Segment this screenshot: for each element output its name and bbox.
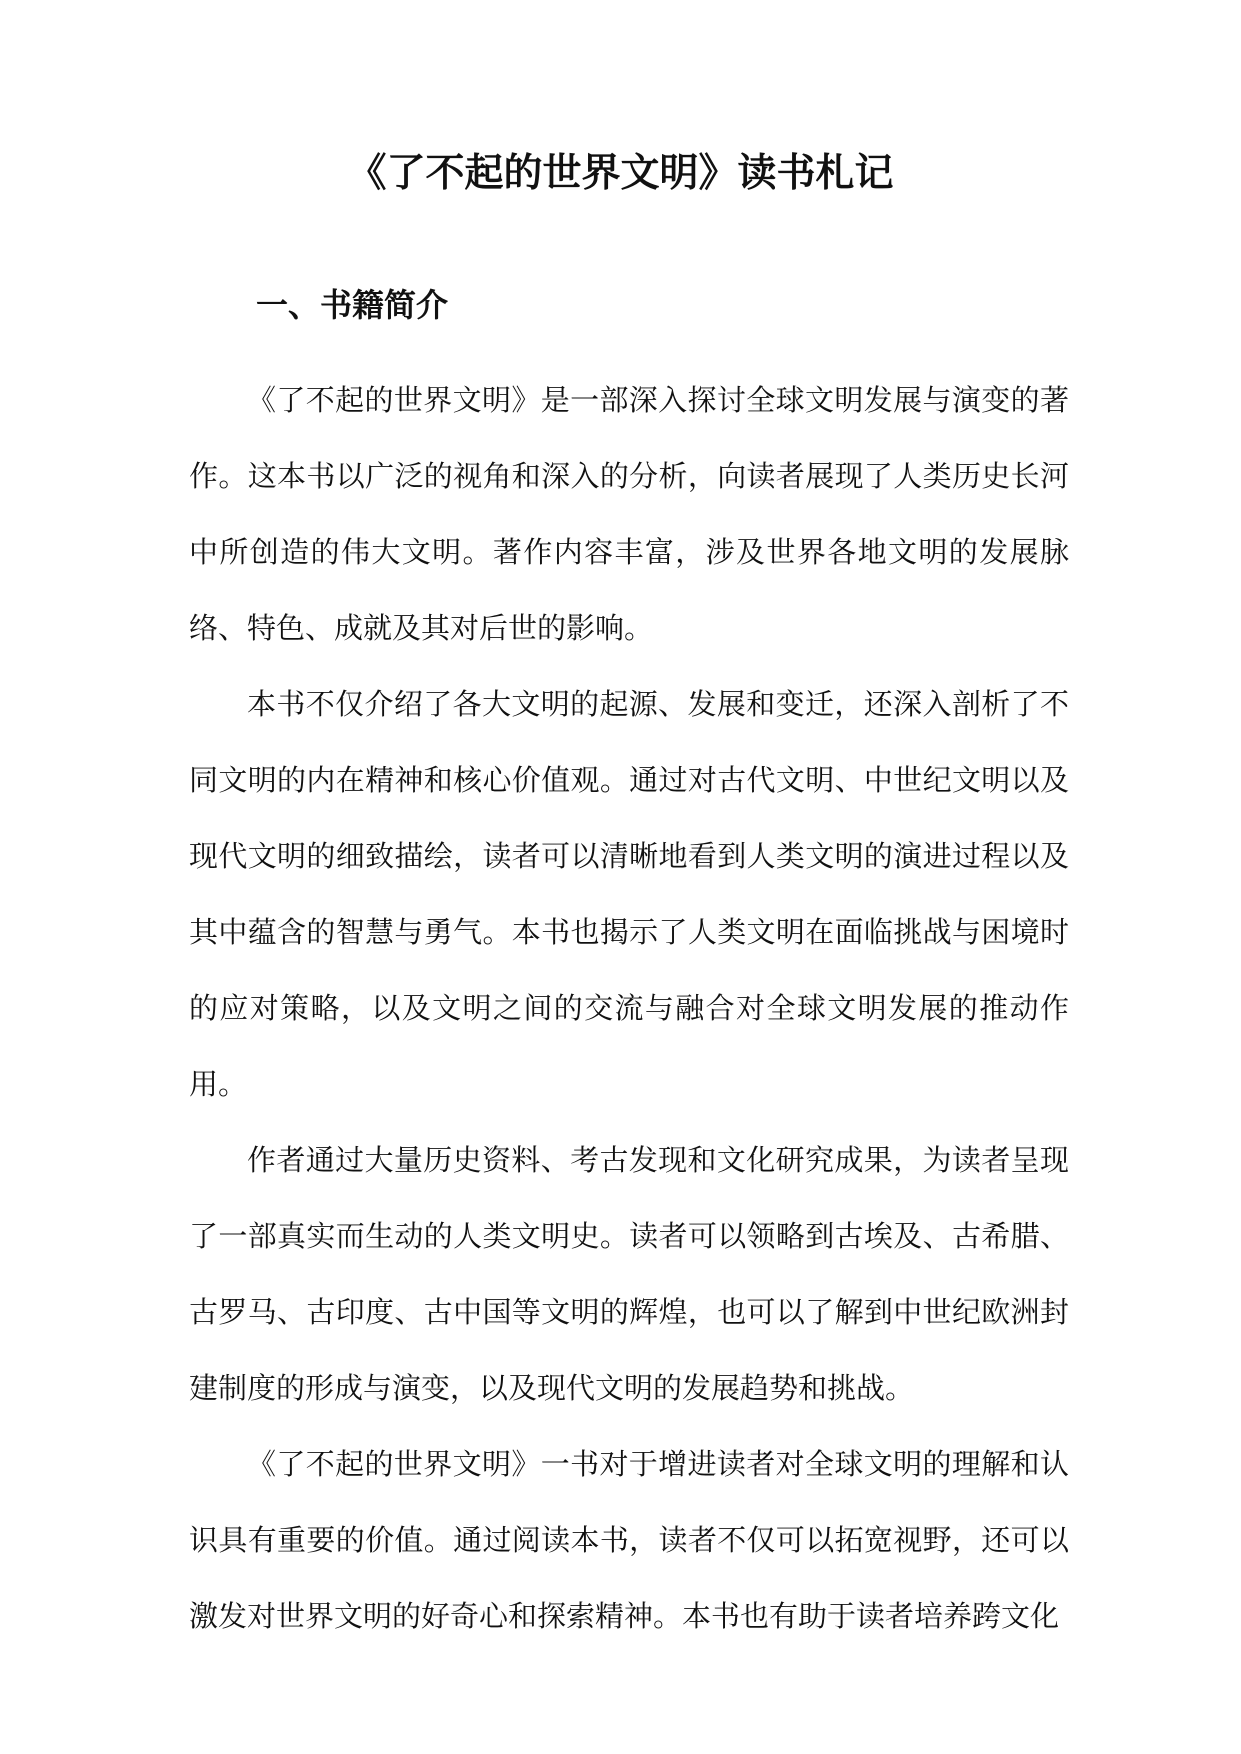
paragraph: 《了不起的世界文明》一书对于增进读者对全球文明的理解和认识具有重要的价值。通过阅读本书，读者不仅可以拓宽视野，还可以激发对世界文明的好奇心和探索精神。本书也有助于读者培养跨文化 (189, 1447, 1069, 1633)
document-title: 《了不起的世界文明》读书札记 (347, 151, 894, 196)
section-body (189, 362, 1069, 1654)
section-heading-book-intro: 一、书籍简介 (256, 286, 449, 324)
paragraph: 作者通过大量历史资料、考古发现和文化研究成果，为读者呈现了一部真实而生动的人类文明史。读者可以领略到古埃及、古希腊、古罗马、古印度、古中国等文明的辉煌，也可以了解到中世纪欧洲封建制度的形成与演变，以及现代文明的发展趋势和挑战。 (189, 1143, 1069, 1405)
paragraph: 《了不起的世界文明》是一部深入探讨全球文明发展与演变的著作。这本书以广泛的视角和深入的分析，向读者展现了人类历史长河中所创造的伟大文明。著作内容丰富，涉及世界各地文明的发展脉络、特色、成就及其对后世的影响。 (189, 383, 1069, 645)
paragraph: 本书不仅介绍了各大文明的起源、发展和变迁，还深入剖析了不同文明的内在精神和核心价值观。通过对古代文明、中世纪文明以及现代文明的细致描绘，读者可以清晰地看到人类文明的演进过程以及其中蕴含的智慧与勇气。本书也揭示了人类文明在面临挑战与困境时的应对策略，以及文明之间的交流与融合对全球文明发展的推动作用。 (189, 687, 1069, 1101)
